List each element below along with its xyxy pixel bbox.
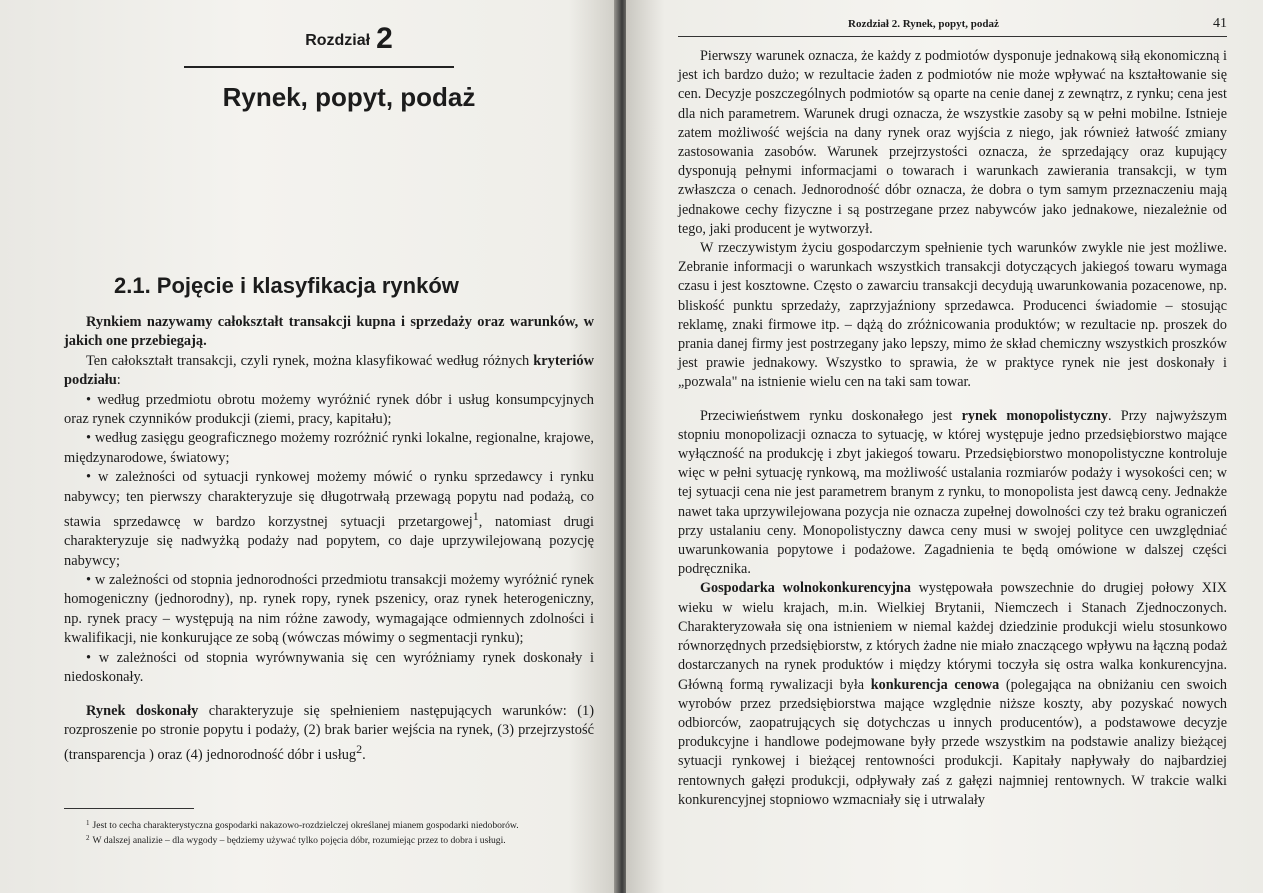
perfect-market-paragraph: [64, 702, 594, 766]
paragraph: W rzeczywistym życiu gospodarczym spełnienie tych warunków zwykle nie jest możliwe. Zebranie informacji o warunkach wszystkich transakcji dotyczących jakiegoś towaru wymaga czasu i jest kosztowne. Często o zawarciu transakcji decydują uwarunkowania pozacenowe, np. bliskość punktu sprzedaży, zaprzyjaźniony sprzedawca. Producenci świadomie – stosując reklamę, znaki firmowe itp. – dążą do zróżnicowania produktów; w rezultacie np. proszek do prania danej firmy jest postrzegany jako lepszy, mimo że skład chemiczny wszystkich proszków jest prawie jednakowy. Wszystko to sprawia, że w praktyce rynek nie jest doskonały i „pozwala" na istnienie wielu cen na taki sam towar.: [678, 240, 1227, 391]
definition-bold: Rynkiem nazywamy całokształt transakcji kupna i sprzedaży oraz warunków, w jakich one przebiegają.: [64, 314, 594, 350]
chapter-title: Rynek, popyt, podaż: [222, 82, 476, 112]
bullet-text: • w zależności od sytuacji rynkowej możemy mówić o rynku sprzedawcy i rynku nabywcy; ten pierwszy charakteryzuje się długotrwałą przewagą popytu nad podażą, co stawia sprzedawcę w bardzo korzystnej sytuacji przetargowej: [64, 469, 594, 530]
bullet-text: , natomiast drugi charakteryzuje się nadwyżką podaży nad popytem, co daje uprzywilejowaną pozycję nabywcy;: [64, 513, 594, 569]
footnote-text: W dalszej analizie – dla wygody – będziemy używać tylko pojęcia dóbr, rozumiejąc przez to dobra i usługi.: [92, 835, 506, 846]
footnote-number: 1: [86, 819, 90, 827]
intro-paragraph: [64, 352, 594, 391]
chapter-number: 2: [376, 22, 393, 55]
footnote: [64, 832, 594, 847]
footnote: [64, 817, 594, 832]
running-head-title: Rozdział 2. Rynek, popyt, podaż: [848, 18, 999, 30]
perfect-market-text: charakteryzuje się spełnieniem następujących warunków: (1) rozproszenie po stronie popytu i podaży, (2) brak barier wejścia na rynek, (3) przejrzystość (transparencja ) oraz (4) jednorodność dóbr i usług: [64, 702, 594, 764]
running-head: [678, 16, 1227, 32]
footnote-ref[interactable]: 1: [472, 509, 479, 524]
left-page: [0, 0, 618, 893]
monopoly-bold: rynek monopolistyczny: [961, 407, 1108, 424]
chapter-label: Rozdział: [305, 32, 371, 49]
intro-bold: kryteriów podziału: [64, 352, 594, 389]
page-number: 41: [1213, 16, 1227, 31]
footnote-ref[interactable]: 2: [356, 742, 363, 757]
price-competition-bold: konkurencja cenowa: [870, 676, 1000, 693]
perfect-market-bold: Rynek doskonały: [86, 702, 199, 719]
header-rule: [678, 36, 1227, 37]
paragraph: [678, 579, 1227, 809]
right-page: [626, 0, 1263, 893]
paragraph: [678, 407, 1227, 580]
chapter-heading: [104, 22, 594, 56]
footnote-rule: [64, 808, 194, 809]
footnote-text: Jest to cecha charakterystyczna gospodarki nakazowo-rozdzielczej określanej mianem gospodarki niedoborów.: [92, 820, 519, 831]
footnote-number: 2: [86, 834, 90, 842]
paragraph: Pierwszy warunek oznacza, że każdy z podmiotów dysponuje jednakową siłą ekonomiczną i jest ich bardzo dużo; w rezultacie żaden z podmiotów nie może wpływać na kształtowanie się cen. Decyzje poszczególnych podmiotów są oparte na cenie danej z zewnątrz, z rynku; cena jest dla nich parametrem. Warunek drugi oznacza, że wszystkie zasoby są w pełni mobilne. Istnieje zatem możliwość wejścia na dany rynek oraz wyjścia z niego, jak również łatwość zmiany zastosowania zasobów. Warunek przejrzystości oznacza, że sprzedający oraz kupujący dysponują pełnymi informacjami o towarach i warunkach zawierania transakcji, w tym zwłaszcza o cenach. Jednorodność dóbr oznacza, że dobra o tym samym przeznaczeniu mają jednakowe cechy fizyczne i są postrzegane przez nabywców jako jednakowe, niezależnie od tego, jaki producent je wytworzył.: [678, 48, 1227, 237]
paragraph-text: Przeciwieństwem rynku doskonałego jest: [700, 407, 962, 424]
bullet-item: [64, 468, 594, 571]
section-title: 2.1. Pojęcie i klasyfikacja rynków: [114, 273, 459, 298]
bullet-item: • według przedmiotu obrotu możemy wyróżnić rynek dóbr i usług konsumpcyjnych oraz rynek czynników produkcji (ziemi, pracy, kapitału);: [64, 391, 594, 428]
bullet-item: • według zasięgu geograficznego możemy rozróżnić rynki lokalne, regionalne, krajowe, międzynarodowe, światowy;: [64, 430, 594, 466]
intro-tail: :: [116, 372, 121, 389]
footnotes: [64, 808, 594, 847]
definition-paragraph: [64, 313, 594, 352]
chapter-rule: [184, 66, 454, 68]
bullet-item: • w zależności od stopnia jednorodności przedmiotu transakcji możemy wyróżnić rynek homogeniczny (jednorodny), np. rynek ropy, rynek pszenicy, oraz rynek heterogeniczny, np. rynek pracy – występują na nim różne zawody, wymagające odmiennych zdolności i kwalifikacji, nie konkurujące ze sobą (wówczas mówimy o segmentacji rynku);: [64, 572, 594, 647]
paragraph-text: . Przy najwyższym stopniu monopolizacji oznacza to sytuację, w której występuje jedno przedsiębiorstwo mające wyłączność na produkcję i zbyt jakiegoś towaru. Przedsiębiorstwo monopolistyczne kontroluje więc w pełni sytuację rynkową, ma możliwość ustalania rozmiarów podaży i wysokości cen; w tej sytuacji cena nie jest parametrem branym z rynku, to monopolista jest dawcą ceny. Jednakże nawet taka uprzywilejowana pozycja nie oznacza zupełnej dowolności czy też braku ograniczeń przy ustalaniu ceny. Monopolistyczny dawca ceny musi w swojej polityce cen uwzględniać uwarunkowania popytowe i podażowe. Zagadnienia te będą omówione w dalszej części podręcznika.: [678, 407, 1227, 578]
paragraph-text: (polegająca na obniżaniu cen swoich wyrobów przez przedsiębiorstwa mające względnie niższe koszty, aby pozyskać nowych odbiorców, zaopatrujących się dotychczas u innych producentów), a podstawowe decyzje produkcyjne i handlowe podejmowane były przede wszystkim na podstawie analizy bieżącej sytuacji rynkowej i bieżącej rentowności produkcji. Kapitały napływały do najbardziej rentownych gałęzi produkcji, odpływały zaś z gałęzi najmniej rentownych. W trakcie walki konkurencyjnej stopniowo wzmacniały się i utrwalały: [678, 676, 1227, 808]
intro-text: Ten całokształt transakcji, czyli rynek, można klasyfikować według różnych: [86, 352, 530, 369]
bullet-item: • w zależności od stopnia wyrównywania się cen wyróżniamy rynek doskonały i niedoskonały.: [64, 649, 594, 686]
perfect-market-end: .: [362, 747, 366, 764]
paragraph-text: występowała powszechnie do drugiej połowy XIX wieku w wielu krajach, m.in. Wielkiej Brytanii, Niemczech i Stanach Zjednoczonych. Charakteryzowała się ona istnieniem w niemal każdej dziedzinie produkcji wielu stosunkowo równorzędnych przedsiębiorstw, z których żadne nie miało znaczącego wpływu na łączną podaż dostarczanych na rynek produktów i między którymi toczyła się ostra walka konkurencyjna. Główną formą rywalizacji była: [678, 580, 1227, 693]
free-competition-bold: Gospodarka wolnokonkurencyjna: [700, 580, 911, 597]
